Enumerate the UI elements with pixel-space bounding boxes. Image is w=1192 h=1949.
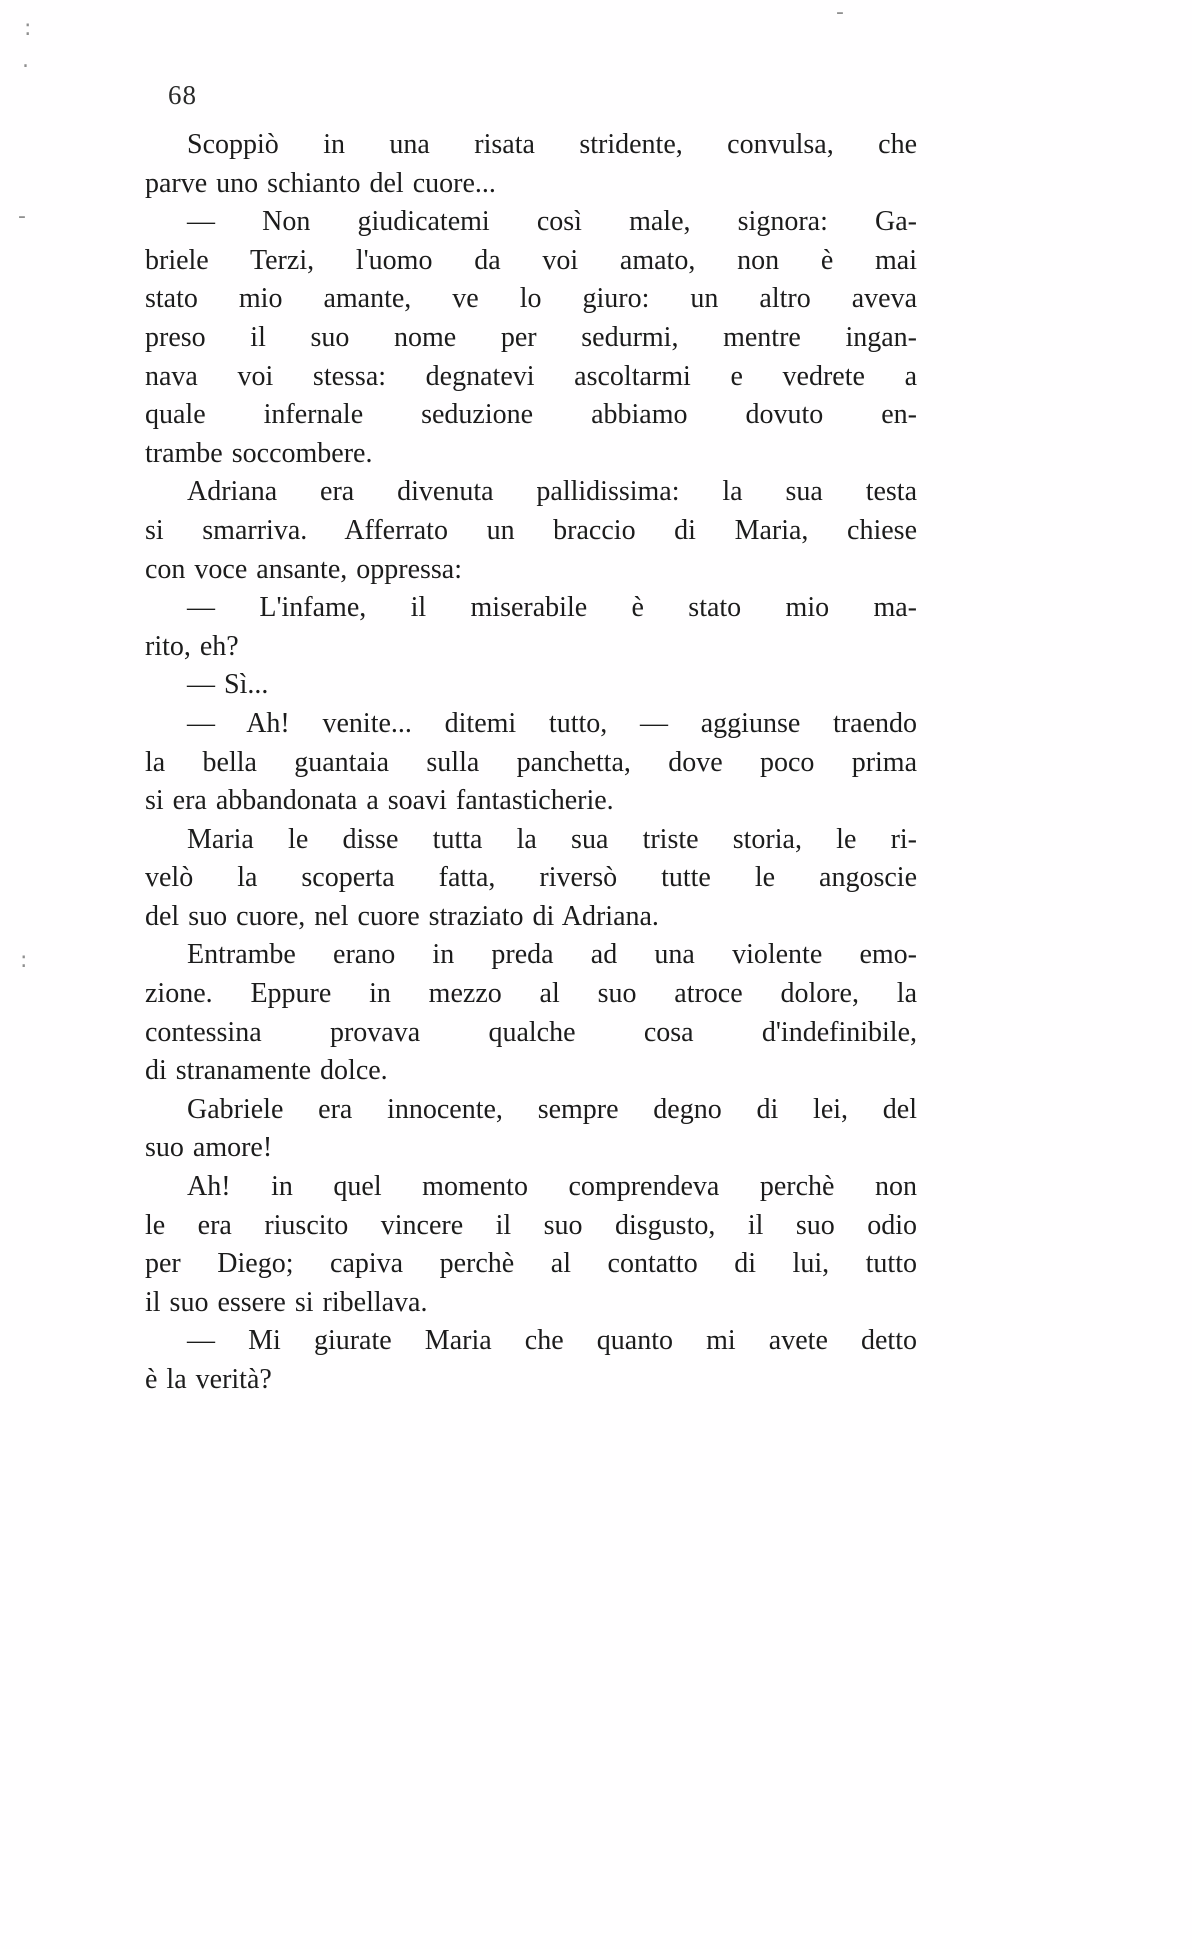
scan-artifact: -: [836, 0, 844, 25]
text-line: le era riuscito vincere il suo disgusto, il suo odio: [145, 1209, 917, 1241]
text-line: suo amore!: [145, 1132, 273, 1164]
text-line: parve uno schianto del cuore...: [145, 167, 496, 199]
text-line: il suo essere si ribellava.: [145, 1286, 428, 1318]
text-line: Adriana era divenuta pallidissima: la sua testa: [187, 476, 917, 508]
text-line: nava voi stessa: degnatevi ascoltarmi e vedrete a: [145, 360, 917, 392]
text-line: si smarriva. Afferrato un braccio di Maria, chiese: [145, 514, 917, 546]
text-line: rito, eh?: [145, 630, 239, 662]
scan-artifact: :: [24, 16, 32, 41]
scan-artifact: :: [20, 948, 28, 973]
page-number: 68: [168, 80, 197, 110]
text-line: zione. Eppure in mezzo al suo atroce dolore, la: [145, 978, 917, 1010]
text-line: — L'infame, il miserabile è stato mio ma-: [187, 592, 917, 624]
text-line: — Non giudicatemi così male, signora: Ga-: [187, 206, 917, 238]
text-line: Ah! in quel momento comprendeva perchè non: [187, 1171, 917, 1203]
text-line: del suo cuore, nel cuore straziato di Adriana.: [145, 900, 659, 932]
text-line: stato mio amante, ve lo giuro: un altro aveva: [145, 283, 917, 315]
text-line: briele Terzi, l'uomo da voi amato, non è mai: [145, 244, 917, 276]
text-line: — Ah! venite... ditemi tutto, — aggiunse traendo: [187, 707, 917, 739]
text-line: Maria le disse tutta la sua triste storia, le ri-: [187, 823, 917, 855]
text-line: preso il suo nome per sedurmi, mentre ingan-: [145, 321, 917, 353]
text-line: è la verità?: [145, 1364, 272, 1395]
text-line: velò la scoperta fatta, riversò tutte le angoscie: [145, 862, 917, 894]
scan-artifact: .: [22, 48, 29, 73]
text-line: la bella guantaia sulla panchetta, dove poco prima: [145, 746, 917, 778]
text-line: Gabriele era innocente, sempre degno di lei, del: [187, 1093, 917, 1125]
text-line: Entrambe erano in preda ad una violente emo-: [187, 939, 917, 971]
text-line: — Mi giurate Maria che quanto mi avete detto: [187, 1325, 917, 1357]
text-block: [145, 126, 917, 1400]
text-line: trambe soccombere.: [145, 437, 373, 469]
text-line: Scoppiò in una risata stridente, convulsa, che: [187, 129, 917, 160]
text-line: quale infernale seduzione abbiamo dovuto en-: [145, 399, 917, 431]
scan-artifact: -: [18, 204, 26, 229]
text-line: di stranamente dolce.: [145, 1055, 388, 1087]
text-line: per Diego; capiva perchè al contatto di lui, tutto: [145, 1248, 917, 1280]
text-line: — Sì...: [187, 669, 269, 701]
text-line: contessina provava qualche cosa d'indefinibile,: [145, 1016, 917, 1048]
text-line: si era abbandonata a soavi fantasticherie.: [145, 785, 614, 817]
text-line: con voce ansante, oppressa:: [145, 553, 462, 585]
